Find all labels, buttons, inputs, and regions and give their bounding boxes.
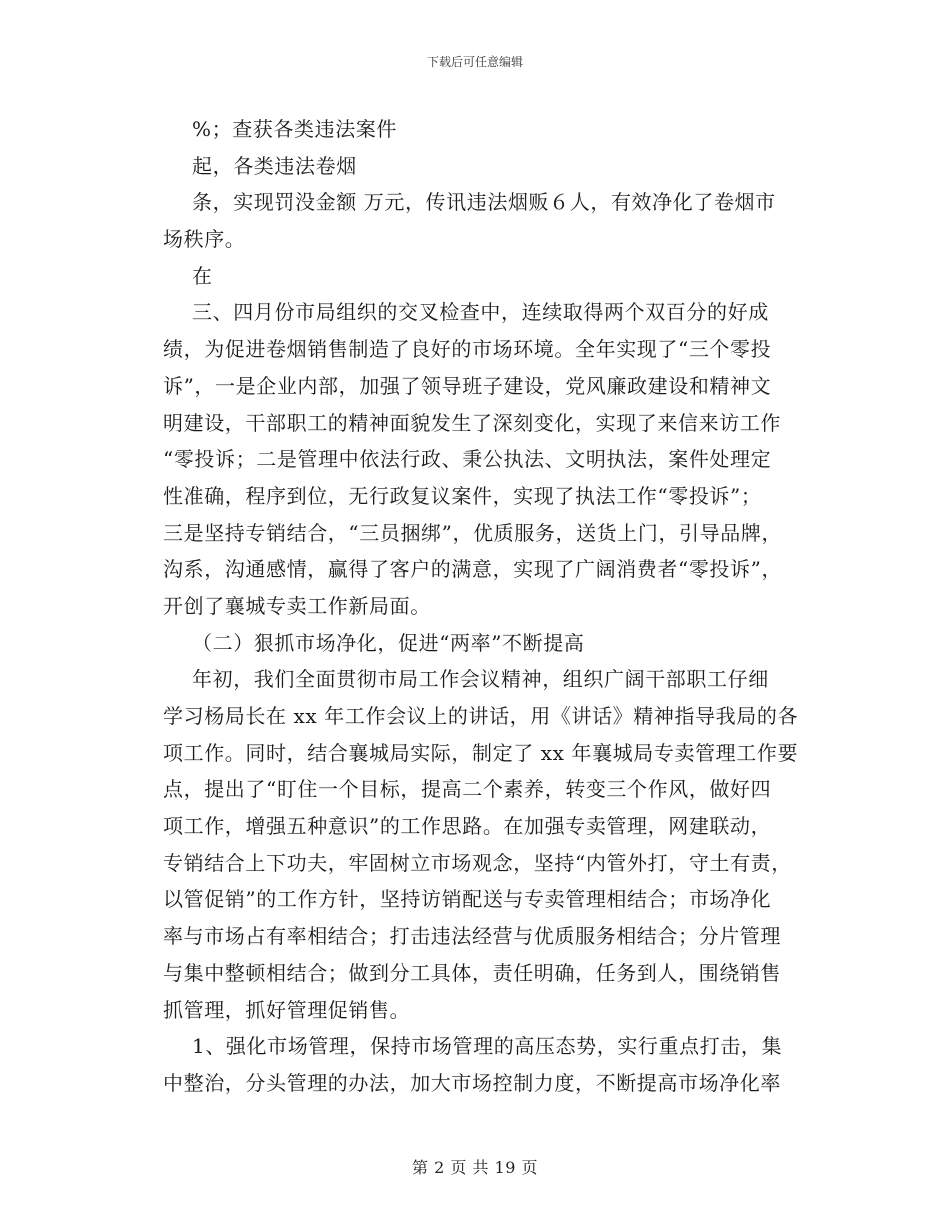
text-line: 场秩序。 <box>163 227 246 252</box>
text-line: 起，各类违法卷烟 <box>192 153 357 178</box>
text-line: 1、强化市场管理，保持市场管理的高压态势，实行重点打击，集 <box>192 1034 783 1059</box>
page-header: 下载后可任意编辑 <box>426 55 523 69</box>
text-line: （二）狠抓市场净化，促进“两率”不断提高 <box>192 630 585 655</box>
text-line: 沟系，沟通感情，赢得了客户的满意，实现了广阔消费者“零投诉”， <box>163 557 783 582</box>
document-body <box>163 111 813 1102</box>
text-line: “零投诉；二是管理中依法行政、秉公执法、文明执法，案件处理定 <box>163 447 772 472</box>
text-line: 条，实现罚没金额 万元，传讯违法烟贩６人，有效净化了卷烟市 <box>192 190 776 215</box>
text-line: 诉”，一是企业内部，加强了领导班子建设，党风廉政建设和精神文 <box>163 373 772 398</box>
text-line: 专销结合上下功夫，牢固树立市场观念，坚持“内管外打，守土有责， <box>163 850 792 875</box>
text-line: 抓管理，抓好管理促销售。 <box>163 997 411 1022</box>
text-line: 学习杨局长在 xx 年工作会议上的讲话，用《讲话》精神指导我局的各 <box>163 704 799 728</box>
text-line: 率与市场占有率相结合；打击违法经营与优质服务相结合；分片管理 <box>163 924 781 949</box>
text-line: 明建设，干部职工的精神面貌发生了深刻变化，实现了来信来访工作 <box>163 410 781 435</box>
text-line: 点，提出了“盯住一个目标，提高二个素养，转变三个作风，做好四 <box>163 777 772 802</box>
text-line: 性准确，程序到位，无行政复议案件，实现了执法工作“零投诉”； <box>163 483 762 508</box>
text-line: 年初，我们全面贯彻市局工作会议精神，组织广阔干部职工仔细 <box>192 667 769 692</box>
text-line: 开创了襄城专卖工作新局面。 <box>163 593 431 618</box>
page-footer: 第 2 页 共 19 页 <box>412 1158 538 1177</box>
text-line: %；查获各类违法案件 <box>192 117 398 141</box>
text-line: 项工作。同时，结合襄城局实际，制定了 xx 年襄城局专卖管理工作要 <box>163 740 799 765</box>
text-line: 三、四月份市局组织的交叉检查中，连续取得两个双百分的好成 <box>192 300 769 325</box>
text-line: 绩，为促进卷烟销售制造了良好的市场环境。全年实现了“三个零投 <box>163 337 772 362</box>
text-line: 以管促销”的工作方针，坚持访销配送与专卖管理相结合；市场净化 <box>163 887 772 912</box>
text-line: 与集中整顿相结合；做到分工具体，责任明确，任务到人，围绕销售 <box>163 960 781 985</box>
text-line: 三是坚持专销结合，“三员捆绑”，优质服务，送货上门，引导品牌， <box>163 520 783 545</box>
text-line: 项工作，增强五种意识”的工作思路。在加强专卖管理，网建联动， <box>163 814 772 839</box>
text-line: 中整治，分头管理的办法，加大市场控制力度，不断提高市场净化率 <box>163 1070 781 1095</box>
text-line: 在 <box>192 263 213 288</box>
